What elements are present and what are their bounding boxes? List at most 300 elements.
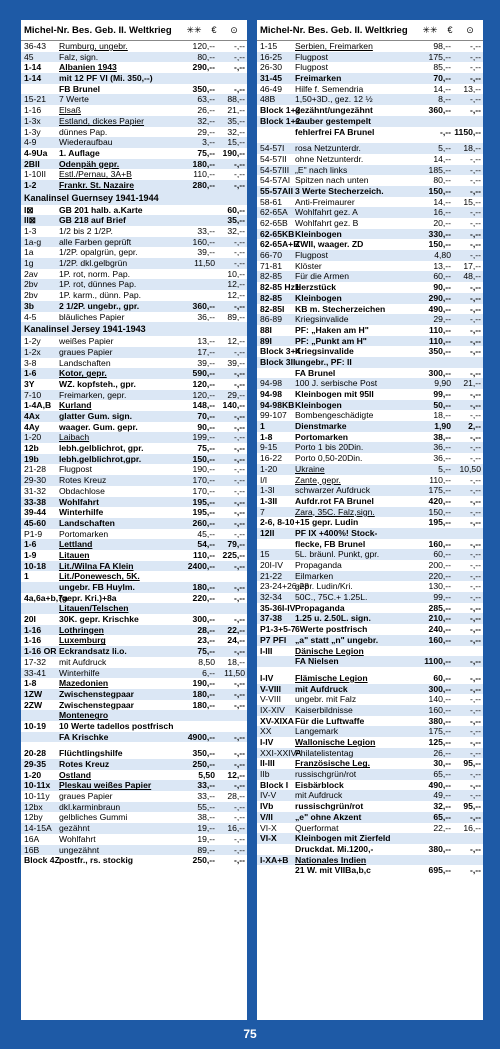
list-item [21, 432, 247, 443]
list-item [21, 486, 247, 497]
price-used: 24,-- [227, 635, 245, 646]
list-item [257, 844, 483, 855]
price-mint: 1100,-- [424, 656, 451, 667]
price-mint: 26,-- [197, 105, 215, 116]
price-used: 12,-- [227, 279, 245, 290]
catalog-number: 82-85 [260, 271, 282, 282]
catalog-number: 1 [24, 571, 29, 582]
list-item [21, 657, 247, 668]
description: Mazedonien [59, 678, 109, 689]
price-used: -,-- [470, 865, 481, 876]
catalog-number: 54-57AI [260, 175, 291, 186]
list-item [21, 791, 247, 802]
price-mint: 32,-- [433, 801, 451, 812]
price-mint: 210,-- [428, 613, 451, 624]
description: graues Papier [59, 791, 113, 802]
price-used: 15,-- [463, 196, 481, 207]
description: Querformat [295, 822, 339, 833]
description: Propaganda [295, 560, 342, 570]
description: mit Aufdruck [295, 790, 343, 801]
description: Eckrandsatz li.o. [59, 646, 127, 657]
list-item [21, 73, 247, 84]
catalog-number: V/II [260, 811, 273, 822]
catalog-number: I⊠ [24, 204, 34, 215]
price-mint: 20,-- [433, 218, 451, 228]
description: KB m. Stecherzeichen [295, 303, 386, 314]
catalog-number: 1-16 [24, 105, 42, 116]
description: Kleinbogen mit Zierfeld [295, 833, 391, 844]
list-item [21, 312, 247, 323]
list-item [257, 218, 483, 229]
description: (gepr. Kri.)+8a [59, 592, 117, 603]
list-item [257, 571, 483, 582]
list-item [21, 759, 247, 770]
price-used: 17,-- [463, 260, 481, 271]
price-mint: 290,-- [192, 62, 215, 73]
price-used: -,-- [234, 485, 245, 496]
catalog-number: II⊠ [24, 215, 36, 226]
price-mint: 39,-- [197, 357, 215, 368]
list-item [257, 549, 483, 560]
catalog-number: 29-35 [24, 759, 46, 769]
description: PF: „Punkt am H" [295, 335, 367, 346]
description: Pleskau weißes Papier [59, 780, 152, 791]
price-mint [177, 215, 215, 226]
catalog-number: 3Y [24, 378, 35, 389]
description: PF IX +400%! Stock- [295, 527, 378, 538]
list-item [257, 833, 483, 844]
list-item [21, 635, 247, 646]
catalog-number: Block 1+2 [260, 105, 301, 116]
catalog-number: 1-8 [24, 678, 37, 689]
list-item [21, 700, 247, 711]
list-item [21, 290, 247, 301]
description: Klöster [295, 260, 322, 271]
list-item [21, 247, 247, 258]
price-used [451, 357, 481, 368]
catalog-number [24, 582, 59, 593]
price-mint: 170,-- [192, 475, 215, 486]
list-item [257, 127, 483, 138]
description: fehlerfrei FA Brunel [295, 126, 375, 137]
description: Zante, gepr. [295, 474, 341, 485]
description: Druckdat. Mi.1200,- [295, 843, 374, 854]
catalog-number: 33-38 [24, 496, 46, 507]
list-item [21, 94, 247, 105]
description: Luxemburg [59, 635, 106, 646]
catalog-number: P1-9 [24, 528, 43, 539]
price-mint: 99,-- [433, 389, 451, 399]
price-mint: 19,-- [197, 833, 215, 844]
price-mint: 110,-- [429, 474, 451, 485]
price-mint [177, 710, 215, 721]
catalog-number: 15 [260, 549, 270, 560]
catalog-number: P7 PFI [260, 634, 287, 645]
description: Portomarken [59, 528, 109, 539]
price-used: 18,-- [463, 143, 481, 154]
price-used: -,-- [470, 73, 481, 84]
list-item [21, 614, 247, 625]
price-used: -,-- [234, 411, 245, 421]
list-item [257, 94, 483, 105]
price-mint: 36,-- [433, 442, 451, 453]
price-mint: 38,-- [197, 812, 215, 823]
price-mint: 695,-- [428, 865, 451, 876]
price-mint: 36,-- [433, 453, 451, 464]
price-used: -,-- [234, 844, 245, 855]
list-item [257, 801, 483, 812]
description: Laibach [59, 432, 90, 443]
price-mint: 160,-- [192, 236, 215, 247]
description: 1/2P. dkl.gelbgrün [59, 258, 128, 269]
list-item [21, 668, 247, 679]
description: Kriegsinvalide [295, 314, 349, 325]
description: Kurland [59, 400, 92, 411]
list-item [257, 421, 483, 432]
list-item [257, 250, 483, 261]
price-mint: 4,80 [434, 250, 451, 261]
list-item [257, 635, 483, 646]
price-mint: 9,90 [434, 378, 451, 389]
price-mint: 140,-- [428, 694, 451, 705]
catalog-number: 1-3x [24, 115, 41, 126]
description: Falz, sign. [59, 51, 99, 62]
list-item [21, 823, 247, 834]
catalog-number: 1-10II [24, 169, 46, 180]
price-mint: 220,-- [428, 570, 451, 581]
price-mint: 110,-- [429, 335, 451, 346]
list-item [21, 62, 247, 73]
price-mint: 350,-- [192, 83, 215, 94]
list-item [257, 186, 483, 197]
description: 50C., 75C.+ 1.25L. [295, 592, 368, 603]
price-used: -,-- [234, 83, 245, 94]
list-item [257, 432, 483, 443]
price-mint: 350,-- [192, 748, 215, 759]
list-item [21, 105, 247, 116]
price-mint: 160,-- [428, 538, 451, 549]
list-item [21, 518, 247, 529]
euro-symbol: € [447, 25, 453, 35]
description: Zara, 35C. Falz,sign. [295, 506, 375, 517]
description: Litauen/Telschen [59, 603, 129, 614]
price-mint: 1,90 [434, 421, 451, 432]
price-used: 21,-- [227, 105, 245, 116]
catalog-number: 1-8 [260, 431, 273, 442]
price-mint: 420,-- [428, 495, 451, 506]
description: Rotes Kreuz [59, 759, 110, 769]
price-mint: 65,-- [433, 769, 451, 780]
price-mint: 199,-- [192, 432, 215, 443]
column-header [21, 20, 247, 41]
price-used: -,-- [470, 656, 481, 667]
price-used: 95,-- [463, 758, 481, 769]
price-mint: 110,-- [193, 549, 215, 560]
price-mint: 490,-- [428, 779, 451, 790]
catalog-number: VI-X [260, 822, 277, 833]
description: Französische Leg. [295, 758, 370, 769]
description: Ostland [59, 769, 91, 780]
catalog-number: 1-2 [24, 179, 37, 190]
catalog-number: 54-57II [260, 153, 287, 164]
list-item [257, 790, 483, 801]
catalog-number: 88I [260, 324, 272, 335]
description: 10 Werte tadellos postfrisch [59, 720, 174, 731]
catalog-number: 58-61 [260, 196, 282, 207]
list-item [21, 127, 247, 138]
catalog-number: VI-X [260, 833, 277, 844]
catalog-number: 36-43 [24, 41, 46, 51]
description: Frankr. St. Nazaire [59, 179, 134, 190]
catalog-number: 1-3 [24, 226, 37, 236]
price-mint: 33,-- [197, 791, 215, 802]
list-item [257, 726, 483, 737]
catalog-number: 9-15 [260, 442, 278, 453]
catalog-number: I-III [260, 645, 273, 656]
price-mint: 89,-- [197, 844, 215, 855]
price-used: 10,-- [227, 268, 245, 279]
price-mint: 125,-- [428, 737, 451, 747]
description: Aufdr.rot FA Brunel [295, 495, 374, 506]
catalog-number: 3-8 [24, 357, 37, 368]
description: Zwischenstegpaar [59, 699, 134, 710]
price-mint: 300,-- [192, 614, 215, 625]
catalog-number: 48B [260, 94, 276, 105]
catalog-number: 31-32 [24, 485, 46, 496]
price-mint: 13,-- [197, 336, 215, 347]
description: 1P. karm., dünn. Pap. [59, 290, 142, 301]
price-used: -,-- [470, 560, 481, 570]
description: Nationales Indien [295, 854, 367, 865]
price-used: -,-- [470, 94, 481, 105]
price-used: -,-- [470, 410, 481, 421]
section-heading: Kanalinsel Jersey 1941-1943 [21, 322, 247, 336]
price-used: -,-- [234, 432, 245, 443]
price-mint: 590,-- [192, 368, 215, 379]
list-item [21, 582, 247, 593]
catalog-number: 35-36I-IV [260, 602, 296, 613]
price-mint: 63,-- [197, 94, 215, 105]
catalog-number: 16-22 [260, 453, 282, 464]
price-used: -,-- [470, 367, 481, 378]
list-item [257, 464, 483, 475]
list-item [21, 237, 247, 248]
catalog-number [260, 844, 295, 855]
description: Wiederaufbau [59, 137, 113, 148]
price-mint: 195,-- [192, 507, 215, 518]
column-header [257, 20, 483, 41]
description: WZ. kopfsteh., gpr. [59, 378, 136, 389]
price-mint: 5,50 [198, 769, 215, 780]
price-used: 32,-- [227, 126, 245, 137]
list-item [21, 475, 247, 486]
price-mint: 150,-- [428, 239, 451, 250]
list-item [21, 454, 247, 465]
list-item [257, 41, 483, 52]
list-item [257, 684, 483, 695]
price-mint: 33,-- [197, 226, 215, 236]
price-mint: 250,-- [192, 855, 215, 866]
price-mint: 11,50 [194, 258, 215, 269]
price-used: 39,-- [227, 357, 245, 368]
price-used: 48,-- [463, 271, 481, 282]
catalog-number: 26-30 [260, 62, 282, 73]
price-used: -,-- [234, 699, 245, 710]
price-used: -,-- [470, 517, 481, 528]
price-used: -,-- [470, 453, 481, 464]
list-item [257, 855, 483, 866]
price-mint: 3,-- [202, 137, 215, 148]
price-used: -,-- [470, 207, 481, 218]
price-mint: 60,-- [433, 672, 451, 683]
catalog-number: 4-9 [24, 137, 37, 148]
catalog-number [24, 84, 59, 95]
description: ungebr. mit Falz [295, 694, 357, 705]
price-used: -,-- [470, 228, 481, 239]
price-used: -,-- [470, 292, 481, 303]
price-used: -,-- [470, 346, 481, 357]
catalog-number: 1-16 [24, 635, 42, 646]
used-symbol: ⊙ [466, 24, 474, 35]
description: Philatelistentag [295, 747, 354, 758]
price-mint: 120,-- [192, 378, 215, 389]
price-used: -,-- [470, 790, 481, 801]
price-used: -,-- [470, 442, 481, 453]
list-item [21, 507, 247, 518]
price-used: -,-- [470, 41, 481, 51]
description: Albanien 1943 [59, 62, 117, 73]
list-item [257, 62, 483, 73]
list-item [257, 812, 483, 823]
price-mint [413, 528, 451, 539]
price-used: 95,-- [463, 801, 481, 812]
list-item [257, 116, 483, 127]
description: graues Papier [59, 346, 113, 357]
description: Flämische Legion [295, 672, 368, 683]
price-mint: 13,-- [433, 260, 451, 271]
price-mint: 70,-- [433, 73, 451, 84]
list-item [257, 325, 483, 336]
left-column [21, 20, 247, 1020]
description: weißes Papier [59, 336, 114, 347]
list-item [257, 207, 483, 218]
price-mint: 110,-- [193, 169, 215, 180]
price-mint [177, 721, 215, 732]
list-item [21, 571, 247, 582]
list-item [257, 603, 483, 614]
price-used [451, 528, 481, 539]
price-used: -,-- [234, 759, 245, 769]
price-used: -,-- [234, 812, 245, 823]
section-heading: Kanalinsel Guernsey 1941-1944 [21, 191, 247, 205]
price-mint [177, 603, 215, 614]
price-used: -,-- [234, 236, 245, 247]
list-item [21, 226, 247, 237]
catalog-number: 16B [24, 844, 40, 855]
catalog-number: 45 [24, 51, 34, 62]
price-mint: 26,-- [433, 747, 451, 758]
price-used: -,-- [234, 453, 245, 464]
price-mint: 150,-- [428, 185, 451, 196]
price-used: 225,-- [222, 549, 245, 560]
price-used [451, 855, 481, 866]
price-used: -,-- [470, 704, 481, 715]
price-used: -,-- [470, 538, 481, 549]
catalog-number: 16-25 [260, 51, 282, 62]
price-mint: 30,-- [433, 758, 451, 769]
price-used [215, 571, 245, 582]
price-used: 32,-- [227, 226, 245, 236]
description: waager. Gum. gepr. [59, 421, 138, 432]
catalog-number: 1 [260, 421, 265, 432]
price-used: -,-- [470, 570, 481, 581]
catalog-number: 10-11x [24, 780, 51, 791]
price-mint: 17,-- [197, 346, 215, 357]
price-used: -,-- [234, 528, 245, 539]
price-used: -,-- [234, 748, 245, 759]
list-item [257, 507, 483, 518]
description: glatter Gum. sign. [59, 411, 133, 421]
price-mint: 350,-- [428, 346, 451, 357]
price-used: 12,-- [227, 290, 245, 301]
price-used: -,-- [234, 247, 245, 258]
price-used: 29,-- [227, 389, 245, 400]
catalog-number: 21-22 [260, 570, 282, 581]
description: 5L. bräunl. Punkt, gpr. [295, 549, 380, 560]
description: „E" nach links [295, 164, 348, 175]
price-used: 88,-- [227, 94, 245, 105]
description: Wohlfahrt gez. B [295, 218, 359, 228]
description: alle Farben geprüft [59, 236, 132, 247]
description: postfr., rs. stockig [59, 855, 134, 866]
price-mint: 85,-- [433, 62, 451, 73]
list-item [257, 485, 483, 496]
catalog-number: 39-44 [24, 507, 46, 518]
list-item [257, 52, 483, 63]
catalog-number: 20-28 [24, 748, 46, 759]
list-item [257, 346, 483, 357]
description: Kaiserbildnisse [295, 704, 353, 715]
price-used: -,-- [470, 218, 481, 228]
price-used: -,-- [470, 335, 481, 346]
list-item [257, 165, 483, 176]
price-used: -,-- [234, 833, 245, 844]
list-item [21, 358, 247, 369]
description: Kleinbogen [295, 292, 342, 303]
price-mint [413, 833, 451, 844]
price-mint: 200,-- [428, 560, 451, 570]
price-mint: 148,-- [192, 400, 215, 411]
price-used [215, 710, 245, 721]
list-item [257, 737, 483, 748]
price-mint: 90,-- [197, 421, 215, 432]
description: Litauen [59, 549, 90, 560]
price-mint: 80,-- [433, 175, 451, 186]
catalog-number: 54-57I [260, 143, 285, 154]
description: ungebr. FB Huylm. [59, 582, 135, 592]
list-item [257, 314, 483, 325]
price-mint: 16,-- [433, 207, 451, 218]
catalog-number: 1-16 OR [24, 646, 57, 657]
price-used: -,-- [234, 560, 245, 571]
price-mint: 180,-- [192, 158, 215, 169]
description: 1P. rot, dünnes Pap. [59, 279, 137, 290]
list-item [21, 748, 247, 759]
price-used: -,-- [470, 105, 481, 116]
price-used: 35,-- [227, 215, 245, 226]
price-used: 89,-- [227, 311, 245, 322]
price-mint: 180,-- [192, 582, 215, 592]
